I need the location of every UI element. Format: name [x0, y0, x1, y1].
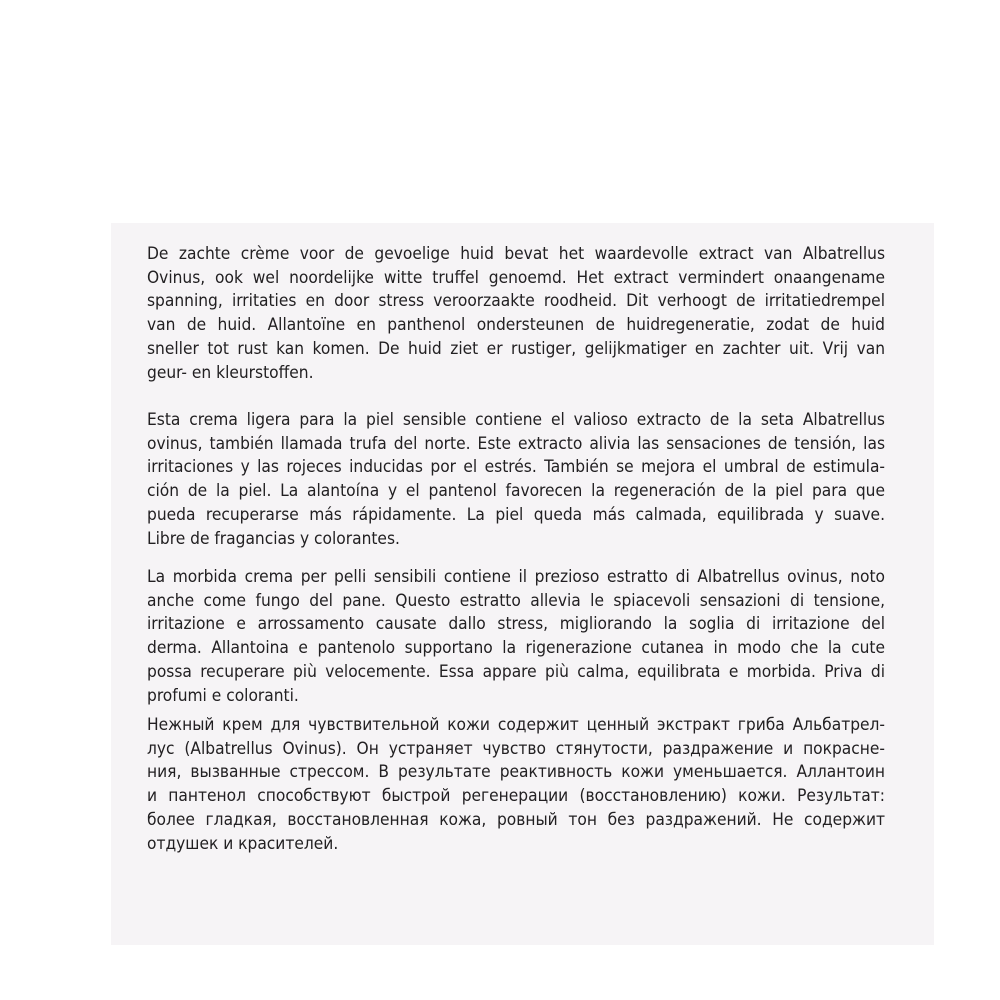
text-line: лус (Albatrellus Ovinus). Он устраняет чувство стянутости, раздражение и покрасне-	[147, 738, 885, 759]
paragraph-dutch	[147, 243, 885, 385]
text-line: ción de la piel. La alantoína y el pantenol favorecen la regeneración de la piel para que	[147, 481, 885, 502]
text-line: anche come fungo del pane. Questo estratto allevia le spiacevoli sensazioni di tensione,	[147, 590, 885, 611]
paragraph-italian	[147, 566, 885, 708]
text-line: La morbida crema per pelli sensibili contiene il prezioso estratto di Albatrellus ovinus, noto	[147, 567, 885, 587]
text-line: sneller tot rust kan komen. De huid ziet er rustiger, gelijkmatiger en zachter uit. Vrij van	[147, 338, 885, 359]
text-line: possa recuperare più velocemente. Essa appare più calma, equilibrata e morbida. Priva di	[147, 661, 885, 682]
text-line: Ovinus, ook wel noordelijke witte truffel genoemd. Het extract vermindert onaangename	[147, 267, 885, 288]
text-line: De zachte crème voor de gevoelige huid bevat het waardevolle extract van Albatrellus	[147, 244, 885, 264]
paragraph-spanish	[147, 409, 885, 551]
text-line: более гладкая, восстановленная кожа, ровный тон без раздражений. Не содержит	[147, 809, 885, 830]
text-line: spanning, irritaties en door stress veroorzaakte roodheid. Dit verhoogt de irritatiedrempel	[147, 291, 885, 312]
text-line: Esta crema ligera para la piel sensible contiene el valioso extracto de la seta Albatrellus	[147, 410, 885, 430]
text-line: pueda recuperarse más rápidamente. La piel queda más calmada, equilibrada y suave.	[147, 504, 885, 525]
text-line: profumi e coloranti.	[147, 685, 299, 706]
text-line: irritazione e arrossamento causate dallo stress, migliorando la soglia di irritazione del	[147, 614, 885, 635]
text-line: отдушек и красителей.	[147, 833, 339, 854]
text-line: Libre de fragancias y colorantes.	[147, 528, 400, 549]
text-line: ния, вызванные стрессом. В результате реактивность кожи уменьшается. Аллантоин	[147, 762, 885, 783]
text-line: derma. Allantoina e pantenolo supportano la rigenerazione cutanea in modo che la cute	[147, 638, 885, 659]
text-line: Нежный крем для чувствительной кожи содержит ценный экстракт гриба Альбатрел-	[147, 715, 885, 735]
paragraph-russian	[147, 714, 885, 856]
text-line: ovinus, también llamada trufa del norte. Este extracto alivia las sensaciones de tensión, las	[147, 433, 885, 454]
text-line: и пантенол способствуют быстрой регенерации (восстановлению) кожи. Результат:	[147, 786, 885, 807]
text-line: van de huid. Allantoïne en panthenol ondersteunen de huidregeneratie, zodat de huid	[147, 315, 885, 336]
text-line: geur- en kleurstoffen.	[147, 362, 314, 383]
text-line: irritaciones y las rojeces inducidas por el estrés. También se mejora el umbral de estimula-	[147, 457, 885, 478]
